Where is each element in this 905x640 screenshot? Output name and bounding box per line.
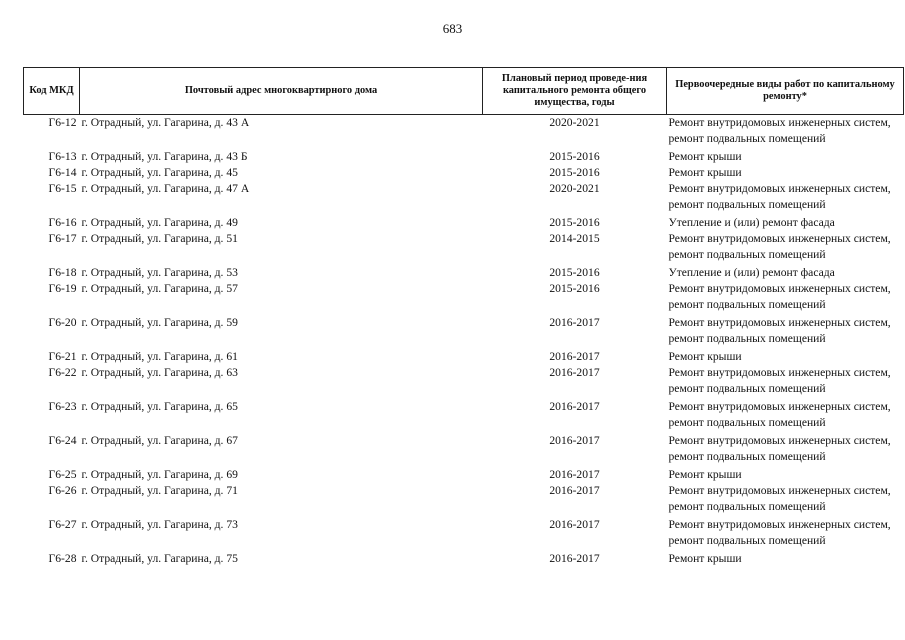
row-address: г. Отрадный, ул. Гагарина, д. 43 А <box>81 116 250 129</box>
table-row <box>24 115 904 150</box>
table-row <box>24 399 904 433</box>
row-code: Г6-26 <box>48 484 77 497</box>
works-line: ремонт подвальных помещений <box>668 416 826 429</box>
works-line: ремонт подвальных помещений <box>668 534 826 547</box>
row-address: г. Отрадный, ул. Гагарина, д. 43 Б <box>81 150 248 163</box>
row-works <box>667 315 904 349</box>
works-line: Ремонт внутридомовых инженерных систем, <box>668 484 891 497</box>
table-row <box>24 231 904 265</box>
works-line: Ремонт внутридомовых инженерных систем, <box>668 400 891 413</box>
row-works <box>667 517 904 551</box>
row-address: г. Отрадный, ул. Гагарина, д. 61 <box>81 350 238 363</box>
row-address: г. Отрадный, ул. Гагарина, д. 59 <box>81 316 238 329</box>
row-period: 2016-2017 <box>549 468 600 481</box>
works-line: Ремонт внутридомовых инженерных систем, <box>668 116 891 129</box>
row-works <box>667 181 904 215</box>
row-code: Г6-15 <box>48 182 77 195</box>
table-row <box>24 365 904 399</box>
row-works <box>667 551 904 567</box>
table-row <box>24 315 904 349</box>
row-code: Г6-12 <box>48 116 77 129</box>
row-code: Г6-25 <box>48 468 77 481</box>
works-line: ремонт подвальных помещений <box>668 450 826 463</box>
row-address: г. Отрадный, ул. Гагарина, д. 69 <box>81 468 238 481</box>
row-works <box>667 483 904 517</box>
row-address: г. Отрадный, ул. Гагарина, д. 49 <box>81 216 238 229</box>
row-code: Г6-18 <box>48 266 77 279</box>
works-line: ремонт подвальных помещений <box>668 332 826 345</box>
table-row <box>24 215 904 231</box>
row-code: Г6-23 <box>48 400 77 413</box>
row-code: Г6-28 <box>48 552 77 565</box>
table-row <box>24 349 904 365</box>
row-works <box>667 231 904 265</box>
works-line: ремонт подвальных помещений <box>668 500 826 513</box>
works-line: Ремонт внутридомовых инженерных систем, <box>668 182 891 195</box>
row-period: 2016-2017 <box>549 552 600 565</box>
table-row <box>24 483 904 517</box>
page-number: 683 <box>442 21 463 36</box>
table-row <box>24 149 904 165</box>
works-line: Ремонт внутридомовых инженерных систем, <box>668 366 891 379</box>
row-address: г. Отрадный, ул. Гагарина, д. 53 <box>81 266 238 279</box>
row-code: Г6-17 <box>48 232 77 245</box>
works-line: Ремонт внутридомовых инженерных систем, <box>668 434 891 447</box>
works-line: ремонт подвальных помещений <box>668 382 826 395</box>
row-period: 2016-2017 <box>549 400 600 413</box>
row-works <box>667 165 904 181</box>
row-works <box>667 215 904 231</box>
row-works <box>667 399 904 433</box>
header-row <box>24 68 904 115</box>
header-period: Плановый период проведе-ния капитального ремонта общего имущества, годы <box>483 68 667 115</box>
table-row <box>24 281 904 315</box>
row-period: 2015-2016 <box>549 216 600 229</box>
row-period: 2015-2016 <box>549 266 600 279</box>
works-line: ремонт подвальных помещений <box>668 248 826 261</box>
table-row <box>24 181 904 215</box>
header-address: Почтовый адрес многоквартирного дома <box>80 68 483 115</box>
row-address: г. Отрадный, ул. Гагарина, д. 57 <box>81 282 238 295</box>
row-period: 2020-2021 <box>549 182 600 195</box>
works-line: Ремонт внутридомовых инженерных систем, <box>668 232 891 245</box>
row-works <box>667 467 904 483</box>
row-works <box>667 281 904 315</box>
row-code: Г6-13 <box>48 150 77 163</box>
works-line: Ремонт крыши <box>668 150 742 163</box>
works-line: Утепление и (или) ремонт фасада <box>668 266 835 279</box>
row-address: г. Отрадный, ул. Гагарина, д. 65 <box>81 400 238 413</box>
row-works <box>667 149 904 165</box>
row-code: Г6-27 <box>48 518 77 531</box>
works-line: Ремонт внутридомовых инженерных систем, <box>668 282 891 295</box>
row-code: Г6-21 <box>48 350 77 363</box>
row-works <box>667 265 904 281</box>
row-period: 2016-2017 <box>549 484 600 497</box>
row-code: Г6-19 <box>48 282 77 295</box>
row-works <box>667 433 904 467</box>
row-address: г. Отрадный, ул. Гагарина, д. 51 <box>81 232 238 245</box>
row-period: 2015-2016 <box>549 282 600 295</box>
table-row <box>24 433 904 467</box>
works-line: Ремонт крыши <box>668 166 742 179</box>
repair-schedule-table <box>23 67 904 567</box>
row-period: 2016-2017 <box>549 434 600 447</box>
works-line: Ремонт внутридомовых инженерных систем, <box>668 518 891 531</box>
row-code: Г6-20 <box>48 316 77 329</box>
row-address: г. Отрадный, ул. Гагарина, д. 47 А <box>81 182 250 195</box>
row-works <box>667 115 904 150</box>
row-period: 2015-2016 <box>549 166 600 179</box>
row-period: 2016-2017 <box>549 350 600 363</box>
row-address: г. Отрадный, ул. Гагарина, д. 67 <box>81 434 238 447</box>
header-code: Код МКД <box>24 68 80 115</box>
table-body <box>24 115 904 568</box>
works-line: Ремонт крыши <box>668 552 742 565</box>
row-period: 2020-2021 <box>549 116 600 129</box>
row-period: 2016-2017 <box>549 366 600 379</box>
table-row <box>24 165 904 181</box>
header-works: Первоочередные виды работ по капитальному ремонту* <box>667 68 904 115</box>
works-line: Утепление и (или) ремонт фасада <box>668 216 835 229</box>
row-code: Г6-22 <box>48 366 77 379</box>
table-row <box>24 467 904 483</box>
works-line: ремонт подвальных помещений <box>668 198 826 211</box>
row-period: 2014-2015 <box>549 232 600 245</box>
row-code: Г6-14 <box>48 166 77 179</box>
row-address: г. Отрадный, ул. Гагарина, д. 63 <box>81 366 238 379</box>
table-header <box>24 68 904 115</box>
works-line: ремонт подвальных помещений <box>668 298 826 311</box>
row-address: г. Отрадный, ул. Гагарина, д. 75 <box>81 552 238 565</box>
table-row <box>24 265 904 281</box>
row-address: г. Отрадный, ул. Гагарина, д. 45 <box>81 166 238 179</box>
works-line: ремонт подвальных помещений <box>668 132 826 145</box>
works-line: Ремонт крыши <box>668 350 742 363</box>
works-line: Ремонт внутридомовых инженерных систем, <box>668 316 891 329</box>
row-address: г. Отрадный, ул. Гагарина, д. 73 <box>81 518 238 531</box>
row-period: 2016-2017 <box>549 518 600 531</box>
row-works <box>667 365 904 399</box>
table-row <box>24 517 904 551</box>
row-period: 2016-2017 <box>549 316 600 329</box>
row-period: 2015-2016 <box>549 150 600 163</box>
row-works <box>667 349 904 365</box>
table-row <box>24 551 904 567</box>
row-address: г. Отрадный, ул. Гагарина, д. 71 <box>81 484 238 497</box>
works-line: Ремонт крыши <box>668 468 742 481</box>
row-code: Г6-16 <box>48 216 77 229</box>
row-code: Г6-24 <box>48 434 77 447</box>
